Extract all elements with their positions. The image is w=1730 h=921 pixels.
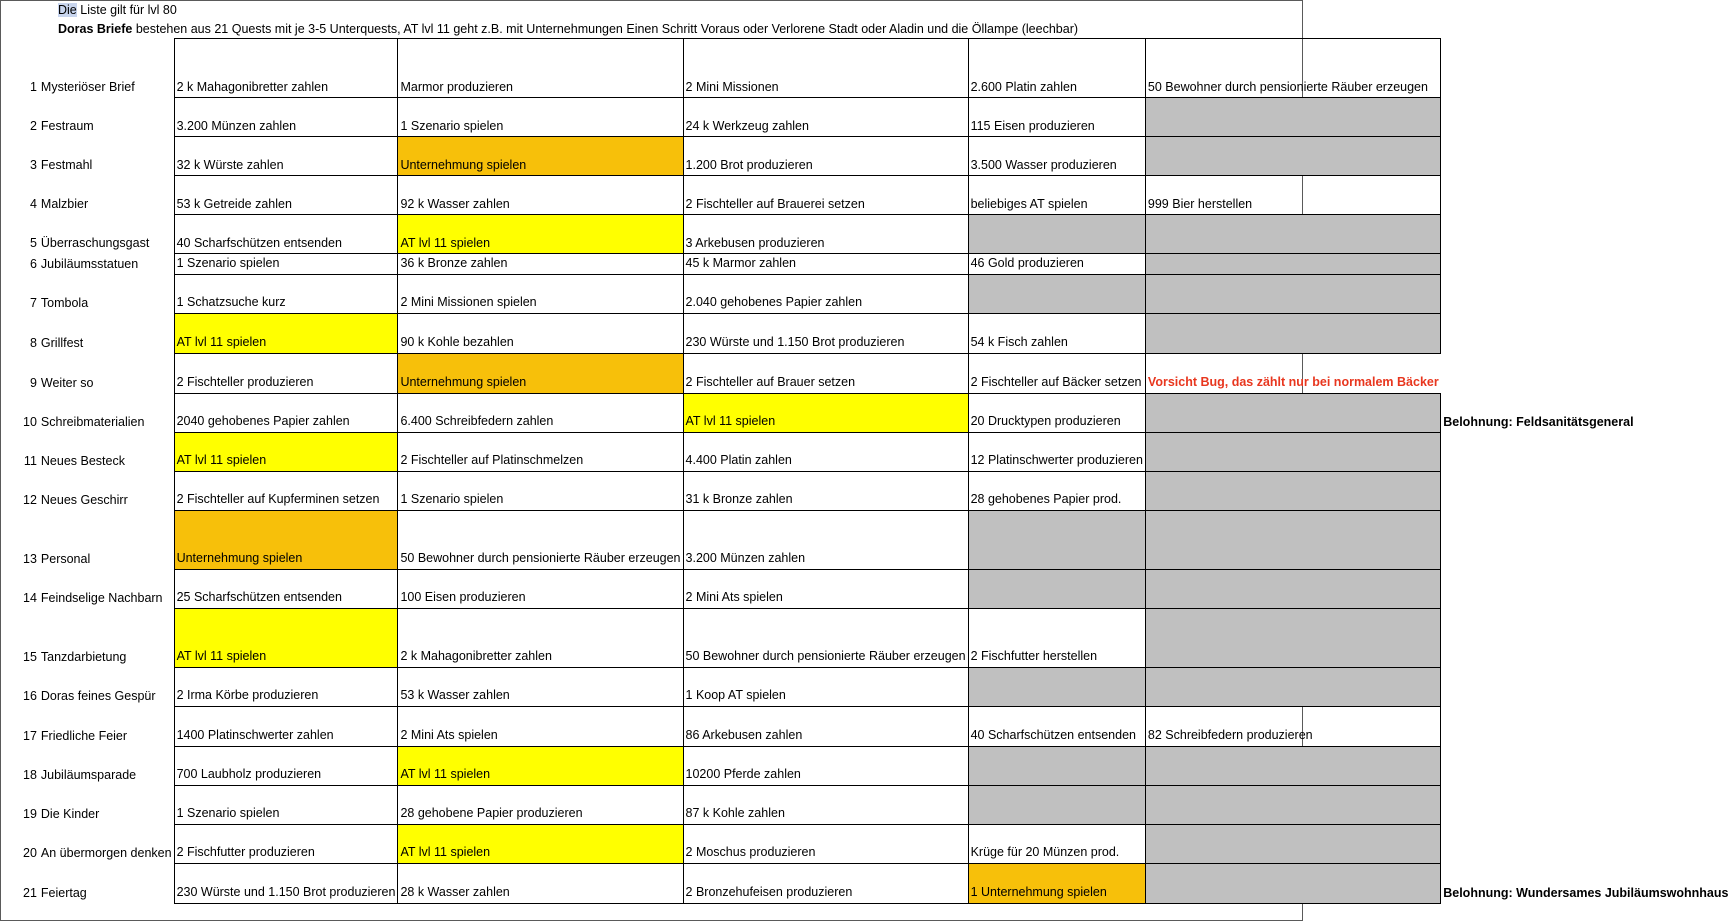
quest-name: Doras feines Gespür [40, 688, 156, 703]
task-cell: AT lvl 11 spielen [174, 313, 398, 353]
row-number: 2 [29, 119, 37, 133]
table-row [21, 98, 1730, 137]
note-cell [1441, 274, 1730, 313]
task-cell: 36 k Bronze zahlen [398, 254, 683, 275]
empty-cell [1145, 254, 1440, 275]
empty-cell [1145, 313, 1440, 353]
empty-cell [1145, 393, 1440, 432]
task-cell: 40 Scharfschützen entsenden [968, 706, 1145, 746]
task-cell: 1 Szenario spielen [174, 254, 398, 275]
task-cell: AT lvl 11 spielen [174, 608, 398, 667]
table-row [21, 706, 1730, 746]
task-cell: AT lvl 11 spielen [398, 746, 683, 785]
task-cell: 2 Mini Missionen [683, 39, 968, 98]
empty-cell [1145, 137, 1440, 176]
quest-name: Feindselige Nachbarn [40, 590, 163, 605]
note-cell [1441, 39, 1730, 98]
task-cell: 54 k Fisch zahlen [968, 313, 1145, 353]
table-row [21, 313, 1730, 353]
intro-line-2-text: bestehen aus 21 Quests mit je 3-5 Unterquests, AT lvl 11 geht z.B. mit Unternehmungen Einen Schritt Voraus oder Verlorene Stadt oder Aladin und die Öllampe (leechbar) [132, 22, 1079, 36]
quest-name: Tanzdarbietung [40, 649, 127, 664]
task-cell: 100 Eisen produzieren [398, 569, 683, 608]
task-cell: 31 k Bronze zahlen [683, 471, 968, 510]
table-row [21, 254, 1730, 275]
task-cell: 2 Mini Ats spielen [683, 569, 968, 608]
task-cell: 86 Arkebusen zahlen [683, 706, 968, 746]
table-row [21, 863, 1730, 903]
table-row [21, 176, 1730, 215]
reward-text: Belohnung: Wundersames Jubiläumswohnhaus [1443, 885, 1729, 900]
task-cell: 2 Fischfutter produzieren [174, 824, 398, 863]
task-cell: 20 Drucktypen produzieren [968, 393, 1145, 432]
row-number: 16 [23, 688, 37, 703]
task-cell: 2 Moschus produzieren [683, 824, 968, 863]
task-cell: beliebiges AT spielen [968, 176, 1145, 215]
row-number: 20 [23, 845, 37, 860]
task-cell: 2 Irma Körbe produzieren [174, 667, 398, 706]
quest-name: Personal [40, 551, 91, 566]
task-cell: 53 k Getreide zahlen [174, 176, 398, 215]
note-cell [1441, 98, 1730, 137]
task-cell: 3.200 Münzen zahlen [683, 510, 968, 569]
empty-cell [968, 215, 1145, 254]
empty-cell [1145, 824, 1440, 863]
quest-table [21, 38, 1730, 904]
task-cell: 28 gehobenes Papier prod. [968, 471, 1145, 510]
table-row [21, 353, 1730, 393]
task-cell: 2 Fischteller produzieren [174, 353, 398, 393]
task-cell: 12 Platinschwerter produzieren [968, 432, 1145, 471]
empty-cell [968, 746, 1145, 785]
row-number: 18 [23, 767, 37, 782]
task-cell: 4.400 Platin zahlen [683, 432, 968, 471]
note-cell [1441, 824, 1730, 863]
task-cell: 1 Szenario spielen [398, 471, 683, 510]
task-cell: Unternehmung spielen [398, 353, 683, 393]
quest-name: Feiertag [40, 885, 87, 900]
table-row [21, 824, 1730, 863]
empty-cell [968, 274, 1145, 313]
task-cell: 50 Bewohner durch pensionierte Räuber erzeugen [398, 510, 683, 569]
row-number: 6 [29, 256, 37, 271]
task-cell: 2 Mini Ats spielen [398, 706, 683, 746]
row-number: 9 [29, 375, 37, 390]
intro-highlight: Die [58, 3, 77, 17]
quest-name: Die Kinder [40, 806, 100, 821]
note-cell [1441, 569, 1730, 608]
intro-line-1 [58, 3, 177, 18]
task-cell: 10200 Pferde zahlen [683, 746, 968, 785]
note-cell [1441, 608, 1730, 667]
quest-name: Tombola [40, 295, 89, 310]
task-cell: Unternehmung spielen [174, 510, 398, 569]
task-cell: Marmor produzieren [398, 39, 683, 98]
task-cell: 2 Fischteller auf Bäcker setzen [968, 353, 1145, 393]
empty-cell [968, 785, 1145, 824]
task-cell: 230 Würste und 1.150 Brot produzieren [683, 313, 968, 353]
row-number: 7 [29, 295, 37, 310]
task-cell: 40 Scharfschützen entsenden [174, 215, 398, 254]
empty-cell [1145, 785, 1440, 824]
task-cell: AT lvl 11 spielen [398, 824, 683, 863]
row-number: 5 [29, 236, 37, 250]
task-cell: 2.040 gehobenes Papier zahlen [683, 274, 968, 313]
row-number: 4 [29, 197, 37, 211]
table-row [21, 569, 1730, 608]
task-cell: 50 Bewohner durch pensionierte Räuber erzeugen [1145, 39, 1440, 98]
task-cell: Krüge für 20 Münzen prod. [968, 824, 1145, 863]
task-cell: 87 k Kohle zahlen [683, 785, 968, 824]
note-cell [1441, 432, 1730, 471]
empty-cell [968, 569, 1145, 608]
task-cell: AT lvl 11 spielen [398, 215, 683, 254]
quest-name: Grillfest [40, 335, 84, 350]
empty-cell [968, 667, 1145, 706]
task-cell: 25 Scharfschützen entsenden [174, 569, 398, 608]
note-cell [1441, 706, 1730, 746]
task-cell: 24 k Werkzeug zahlen [683, 98, 968, 137]
empty-cell [1145, 98, 1440, 137]
reward-text: Belohnung: Feldsanitätsgeneral [1443, 414, 1634, 429]
reward-note [1441, 863, 1730, 903]
table-row [21, 432, 1730, 471]
task-cell: 1 Unternehmung spielen [968, 863, 1145, 903]
task-cell: 92 k Wasser zahlen [398, 176, 683, 215]
task-cell: 2040 gehobenes Papier zahlen [174, 393, 398, 432]
task-cell: 45 k Marmor zahlen [683, 254, 968, 275]
task-cell: 46 Gold produzieren [968, 254, 1145, 275]
table-row [21, 274, 1730, 313]
task-cell: 2 Bronzehufeisen produzieren [683, 863, 968, 903]
task-cell: 2 Fischteller auf Brauer setzen [683, 353, 968, 393]
task-cell: 2 k Mahagonibretter zahlen [398, 608, 683, 667]
table-row [21, 137, 1730, 176]
quest-name: Jubiläumsstatuen [40, 256, 139, 271]
row-number: 21 [23, 885, 37, 900]
note-cell [1441, 353, 1730, 393]
task-cell: AT lvl 11 spielen [683, 393, 968, 432]
task-cell: 2 Fischteller auf Brauerei setzen [683, 176, 968, 215]
task-cell: 6.400 Schreibfedern zahlen [398, 393, 683, 432]
task-cell: AT lvl 11 spielen [174, 432, 398, 471]
quest-name: Festraum [40, 119, 94, 133]
empty-cell [1145, 274, 1440, 313]
quest-name: An übermorgen denken [40, 845, 172, 860]
empty-cell [1145, 510, 1440, 569]
table-row [21, 393, 1730, 432]
task-cell: 3.200 Münzen zahlen [174, 98, 398, 137]
note-cell [1441, 176, 1730, 215]
quest-name: Schreibmaterialien [40, 414, 145, 429]
note-cell [1441, 785, 1730, 824]
reward-note [1441, 393, 1730, 432]
note-cell [1441, 254, 1730, 275]
table-row [21, 785, 1730, 824]
intro-line-1-text: Liste gilt für lvl 80 [76, 3, 177, 17]
quest-name: Friedliche Feier [40, 728, 128, 743]
quest-name: Überraschungsgast [40, 236, 150, 250]
quest-name: Malzbier [40, 197, 89, 211]
task-cell: 3 Arkebusen produzieren [683, 215, 968, 254]
task-cell: Unternehmung spielen [398, 137, 683, 176]
intro-line-2 [58, 22, 1078, 37]
table-row [21, 608, 1730, 667]
task-cell: 32 k Würste zahlen [174, 137, 398, 176]
task-cell: 700 Laubholz produzieren [174, 746, 398, 785]
table-row [21, 471, 1730, 510]
table-row [21, 667, 1730, 706]
note-cell [1441, 215, 1730, 254]
task-cell: 28 k Wasser zahlen [398, 863, 683, 903]
task-cell: 115 Eisen produzieren [968, 98, 1145, 137]
task-cell: 2 Mini Missionen spielen [398, 274, 683, 313]
empty-cell [968, 510, 1145, 569]
empty-cell [1145, 471, 1440, 510]
row-number: 14 [23, 590, 37, 605]
note-cell [1441, 667, 1730, 706]
task-cell: 1400 Platinschwerter zahlen [174, 706, 398, 746]
row-number: 10 [23, 414, 37, 429]
empty-cell [1145, 608, 1440, 667]
row-number: 15 [23, 649, 37, 664]
note-cell [1441, 137, 1730, 176]
note-cell [1441, 746, 1730, 785]
row-number: 17 [23, 728, 37, 743]
task-cell: 53 k Wasser zahlen [398, 667, 683, 706]
row-number: 8 [29, 335, 37, 350]
quest-name: Weiter so [40, 375, 94, 390]
task-cell: 50 Bewohner durch pensionierte Räuber erzeugen [683, 608, 968, 667]
quest-name: Mysteriöser Brief [40, 80, 135, 94]
quest-name: Jubiläumsparade [40, 767, 137, 782]
task-cell: 28 gehobene Papier produzieren [398, 785, 683, 824]
note-cell [1441, 471, 1730, 510]
task-cell: 2.600 Platin zahlen [968, 39, 1145, 98]
task-cell: 2 Fischteller auf Platinschmelzen [398, 432, 683, 471]
task-cell: 999 Bier herstellen [1145, 176, 1440, 215]
bug-warning: Vorsicht Bug, das zählt nur bei normalem Bäcker [1147, 375, 1439, 389]
row-number: 12 [23, 492, 37, 507]
row-number: 11 [23, 453, 37, 468]
task-cell: 82 Schreibfedern produzieren [1145, 706, 1440, 746]
empty-cell [1145, 432, 1440, 471]
task-cell: 3.500 Wasser produzieren [968, 137, 1145, 176]
empty-cell [1145, 215, 1440, 254]
row-number: 13 [23, 551, 37, 566]
quest-name: Festmahl [40, 158, 93, 172]
task-cell: 230 Würste und 1.150 Brot produzieren [174, 863, 398, 903]
task-cell: 1 Schatzsuche kurz [174, 274, 398, 313]
table-row [21, 746, 1730, 785]
task-cell: 2 Fischfutter herstellen [968, 608, 1145, 667]
task-cell: 2 k Mahagonibretter zahlen [174, 39, 398, 98]
task-cell: 1 Szenario spielen [398, 98, 683, 137]
quest-name: Neues Geschirr [40, 492, 128, 507]
task-cell: 1 Szenario spielen [174, 785, 398, 824]
note-cell [1441, 510, 1730, 569]
empty-cell [1145, 863, 1440, 903]
task-cell: 1.200 Brot produzieren [683, 137, 968, 176]
row-number: 1 [29, 80, 37, 94]
quest-table-body [21, 39, 1730, 904]
empty-cell [1145, 667, 1440, 706]
table-row [21, 39, 1730, 98]
quest-name: Neues Besteck [40, 453, 125, 468]
row-number: 3 [29, 158, 37, 172]
note-cell [1441, 313, 1730, 353]
table-row [21, 510, 1730, 569]
intro-title: Doras Briefe [58, 22, 133, 36]
task-cell: 1 Koop AT spielen [683, 667, 968, 706]
task-cell: 90 k Kohle bezahlen [398, 313, 683, 353]
row-number: 19 [23, 806, 37, 821]
task-cell: 2 Fischteller auf Kupferminen setzen [174, 471, 398, 510]
empty-cell [1145, 569, 1440, 608]
table-row [21, 215, 1730, 254]
empty-cell [1145, 746, 1440, 785]
